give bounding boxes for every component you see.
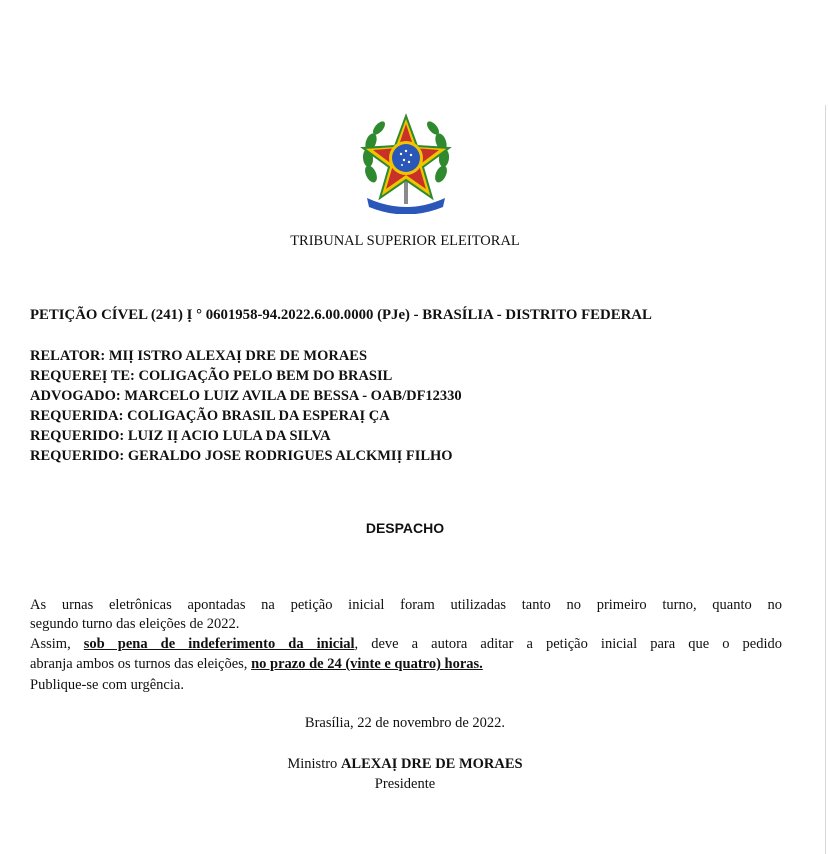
case-identifier-line: PETIÇÃO CÍVEL (241) Ị ° 0601958-94.2022.6.00.0000 (PJe) - BRASÍLIA - DISTRITO FEDERAL: [30, 307, 652, 323]
party-requerido-2: REQUERIDO: GERALDO JOSE RODRIGUES ALCKMIỊ FILHO: [30, 448, 453, 464]
signer-name: ALEXAỊ DRE DE MORAES: [340, 756, 523, 772]
brazil-coat-of-arms-emblem: [359, 112, 453, 214]
p2-emphasis: sob pena de indeferimento da inicial: [83, 636, 355, 652]
signer-prefix: Ministro: [287, 756, 341, 772]
p2-start: Assim,: [30, 636, 84, 652]
p2-rest: , deve a autora aditar a petição inicial para que o pedido: [354, 636, 782, 652]
paragraph-1-line-2: segundo turno das eleições de 2022.: [30, 616, 240, 632]
party-requerido-1: REQUERIDO: LUIZ IỊ ACIO LULA DA SILVA: [30, 428, 331, 444]
party-advogado: ADVOGADO: MARCELO LUIZ AVILA DE BESSA - OAB/DF12330: [30, 388, 462, 404]
paragraph-publish: Publique-se com urgência.: [30, 677, 184, 693]
paragraph-1-line-1: As urnas eletrônicas apontadas na petição inicial foram utilizadas tanto no primeiro turno, quanto no: [30, 597, 782, 613]
paragraph-2-line-1: [30, 635, 782, 654]
signer-role: Presidente: [374, 776, 436, 792]
p3-start: abranja ambos os turnos das eleições,: [30, 656, 252, 672]
court-name: TRIBUNAL SUPERIOR ELEITORAL: [290, 233, 520, 249]
signer-line: [0, 756, 810, 773]
paragraph-2-line-2: [30, 655, 782, 674]
page-edge-divider: [825, 105, 826, 854]
party-requerida: REQUERIDA: COLIGAÇÃO BRASIL DA ESPERAỊ ÇA: [30, 408, 390, 424]
party-relator: RELATOR: MIỊ ISTRO ALEXAỊ DRE DE MORAES: [30, 348, 368, 364]
party-requerente: REQUEREỊ TE: COLIGAÇÃO PELO BEM DO BRASIL: [30, 368, 393, 384]
place-date: Brasília, 22 de novembro de 2022.: [304, 715, 506, 731]
p3-emphasis: no prazo de 24 (vinte e quatro) horas.: [251, 656, 483, 672]
section-title: DESPACHO: [365, 520, 445, 536]
